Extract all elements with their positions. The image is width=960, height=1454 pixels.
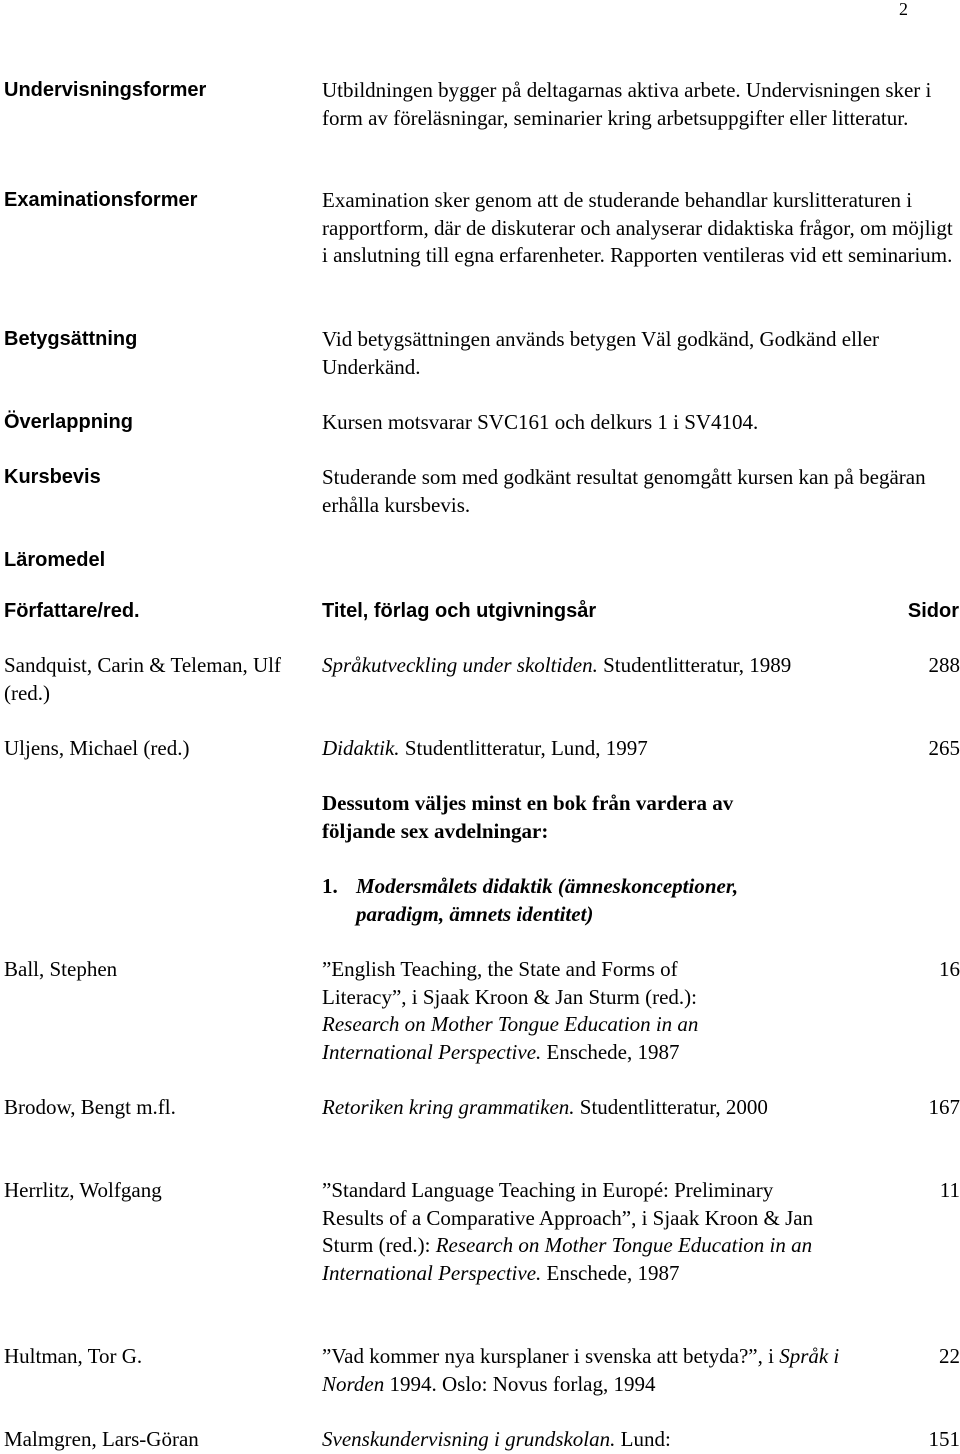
info-text: Vid betygsättningen används betygen Väl godkänd, Godkänd eller Underkänd. bbox=[322, 327, 880, 379]
book-title-pre: ”Vad kommer nya kursplaner i svenska att betyda?”, i bbox=[322, 1344, 780, 1368]
info-label: Undervisningsformer bbox=[4, 79, 207, 101]
book-title bbox=[322, 652, 822, 680]
book-pages: 22 bbox=[939, 1344, 960, 1368]
book-title-post: Enschede, 1987 bbox=[541, 1039, 680, 1064]
book-title-italic: Research on Mother Tongue Education in an International Perspective. bbox=[322, 1012, 699, 1064]
book-title-pre: ”English Teaching, the State and Forms of Literacy”, i Sjaak Kroon & Jan Sturm (red.): bbox=[322, 957, 697, 1009]
book-title bbox=[322, 1426, 842, 1454]
info-label: Överlappning bbox=[4, 411, 133, 433]
book-title-rest: Studentlitteratur, Lund, 1997 bbox=[399, 736, 648, 760]
book-title bbox=[322, 1094, 792, 1122]
page-number: 2 bbox=[899, 0, 908, 19]
book-author: Ball, Stephen bbox=[4, 957, 118, 981]
column-author-header: Författare/red. bbox=[4, 600, 140, 622]
book-pages: 151 bbox=[928, 1427, 960, 1451]
book-title-pre: ”Standard Language Teaching in Europé: Preliminary Results of a Comparative Approach”, i Sjaak Kroon & Jan Sturm (red.): bbox=[322, 1178, 814, 1257]
book-title-italic: Språkutveckling under skoltiden. bbox=[322, 653, 598, 677]
info-label: Kursbevis bbox=[4, 466, 101, 488]
subsection-title: Modersmålets didaktik (ämneskonceptioner, paradigm, ämnets identitet) bbox=[356, 874, 739, 926]
info-label: Examinationsformer bbox=[4, 189, 198, 211]
book-title-italic: Språk i Norden bbox=[322, 1344, 840, 1396]
book-title bbox=[322, 735, 842, 763]
book-title-rest: Studentlitteratur, 1989 bbox=[597, 653, 792, 677]
book-title bbox=[322, 956, 762, 1066]
book-title-italic: Svenskundervisning i grundskolan. bbox=[322, 1427, 616, 1451]
book-title-post: 1994. Oslo: Novus forlag, 1994 bbox=[384, 1371, 656, 1396]
book-title-post: Enschede, 1987 bbox=[541, 1260, 680, 1285]
info-text: Studerande som med godkänt resultat genomgått kursen kan på begäran erhålla kursbevis. bbox=[322, 465, 926, 517]
info-text: Kursen motsvarar SVC161 och delkurs 1 i SV4104. bbox=[322, 410, 759, 434]
laromedel-heading: Läromedel bbox=[4, 549, 106, 571]
book-title bbox=[322, 1343, 842, 1398]
extra-heading: Dessutom väljes minst en bok från vardera av följande sex avdelningar: bbox=[322, 791, 734, 843]
book-pages: 16 bbox=[939, 957, 960, 981]
book-author: Herrlitz, Wolfgang bbox=[4, 1178, 162, 1202]
info-text: Utbildningen bygger på deltagarnas aktiva arbete. Undervisningen sker i form av föreläsningar, seminarier kring arbetsuppgifter eller litteratur. bbox=[322, 78, 932, 130]
book-pages: 11 bbox=[939, 1178, 960, 1202]
book-author: Sandquist, Carin & Teleman, Ulf (red.) bbox=[4, 653, 281, 705]
subsection-number: 1. bbox=[322, 874, 338, 898]
column-title-header: Titel, förlag och utgivningsår bbox=[322, 600, 597, 622]
column-pages-header: Sidor bbox=[907, 600, 959, 622]
book-title bbox=[322, 1177, 822, 1287]
subsection-heading bbox=[322, 873, 842, 928]
book-title-post: Studentlitteratur, 2000 bbox=[574, 1095, 768, 1119]
book-title-post: Lund: bbox=[615, 1427, 671, 1451]
book-title-italic: Retoriken kring grammatiken. bbox=[322, 1095, 575, 1119]
book-pages: 265 bbox=[928, 736, 960, 760]
book-title-italic: Research on Mother Tongue Education in an International Perspective. bbox=[322, 1233, 813, 1285]
book-author: Malmgren, Lars-Göran bbox=[4, 1427, 199, 1451]
book-author: Brodow, Bengt m.fl. bbox=[4, 1095, 176, 1119]
info-label: Betygsättning bbox=[4, 328, 138, 350]
book-author: Hultman, Tor G. bbox=[4, 1344, 143, 1368]
info-text: Examination sker genom att de studerande behandlar kurslitteraturen i rapportform, där de diskuterar och analyserar didaktiska frågor, om möjligt i anslutning till egna erfarenheter. Rapporten ventileras vid ett seminarium. bbox=[322, 188, 953, 267]
book-pages: 288 bbox=[928, 653, 960, 677]
book-title-italic: Didaktik. bbox=[322, 736, 400, 760]
book-author: Uljens, Michael (red.) bbox=[4, 736, 190, 760]
book-pages: 167 bbox=[928, 1095, 960, 1119]
